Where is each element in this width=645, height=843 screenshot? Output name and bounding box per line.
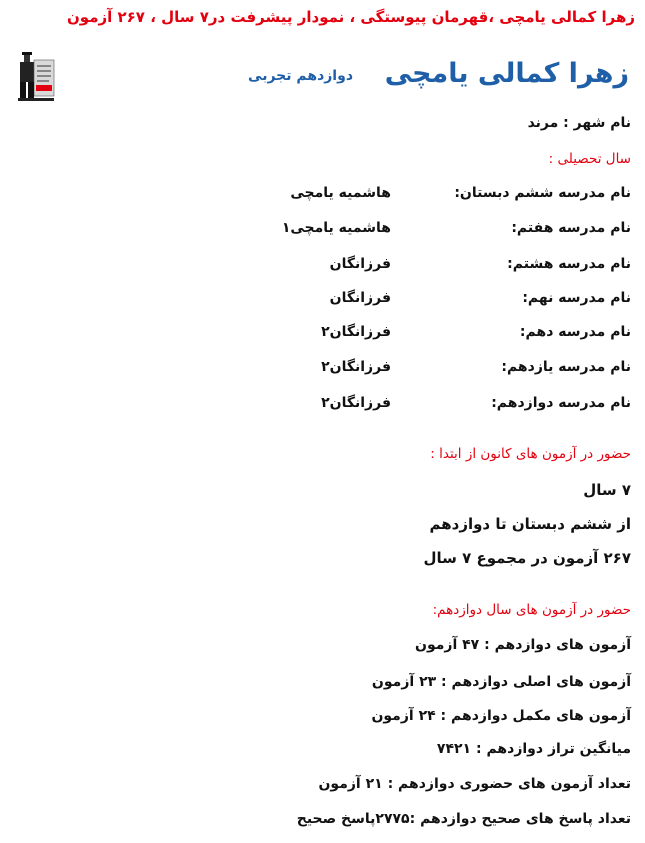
grade12-stat: تعداد پاسخ های صحیح دوازدهم :۲۷۷۵پاسخ صحیح: [296, 811, 631, 827]
school-value: فرزانگان: [329, 256, 391, 272]
page-headline: زهرا کمالی یامچی ،قهرمان پیوستگی ، نمودار پیشرفت در۷ سال ، ۲۶۷ آزمون: [67, 8, 635, 26]
school-label: نام مدرسه یازدهم:: [501, 359, 631, 375]
school-value: فرزانگان۲: [321, 395, 391, 411]
school-years-heading: سال تحصیلی :: [548, 151, 631, 167]
grade12-stat: آزمون های اصلی دوازدهم : ۲۳ آزمون: [371, 674, 631, 690]
school-row: [251, 185, 631, 205]
school-row: [251, 324, 631, 344]
school-label: نام مدرسه نهم:: [522, 290, 631, 306]
student-name: زهرا کمالی یامچی: [384, 58, 629, 89]
student-grade: دوازدهم تجربی: [248, 68, 353, 84]
attendance-item: از ششم دبستان تا دوازدهم: [429, 515, 631, 533]
grade12-stat: تعداد آزمون های حضوری دوازدهم : ۲۱ آزمون: [318, 776, 631, 792]
school-value: هاشمیه یامچی۱: [281, 220, 391, 236]
school-value: فرزانگان۲: [321, 324, 391, 340]
school-row: [251, 290, 631, 310]
school-row: [251, 359, 631, 379]
school-value: فرزانگان۲: [321, 359, 391, 375]
grade12-stat: میانگین تراز دوازدهم : ۷۴۲۱: [436, 741, 631, 757]
header: [8, 52, 635, 112]
school-label: نام مدرسه دهم:: [519, 324, 631, 340]
kanoon-logo-icon: [16, 52, 60, 102]
attendance-item: ۷ سال: [583, 481, 631, 499]
school-value: فرزانگان: [329, 290, 391, 306]
grade12-stat: آزمون های مکمل دوازدهم : ۲۴ آزمون: [371, 708, 631, 724]
school-label: نام مدرسه ششم دبستان:: [454, 185, 631, 201]
grade12-stat: آزمون های دوازدهم : ۴۷ آزمون: [415, 637, 631, 653]
school-value: هاشمیه یامچی: [290, 185, 391, 201]
school-label: نام مدرسه دوازدهم:: [491, 395, 631, 411]
school-row: [251, 220, 631, 240]
grade12-heading: حضور در آزمون های سال دوازدهم:: [432, 602, 631, 618]
school-label: نام مدرسه هشتم:: [507, 256, 631, 272]
attendance-heading: حضور در آزمون های کانون از ابتدا :: [430, 446, 631, 462]
city-line: نام شهر : مرند: [527, 115, 631, 131]
school-row: [251, 256, 631, 276]
school-row: [251, 395, 631, 415]
attendance-item: ۲۶۷ آزمون در مجموع ۷ سال: [423, 549, 631, 567]
school-label: نام مدرسه هفتم:: [511, 220, 631, 236]
